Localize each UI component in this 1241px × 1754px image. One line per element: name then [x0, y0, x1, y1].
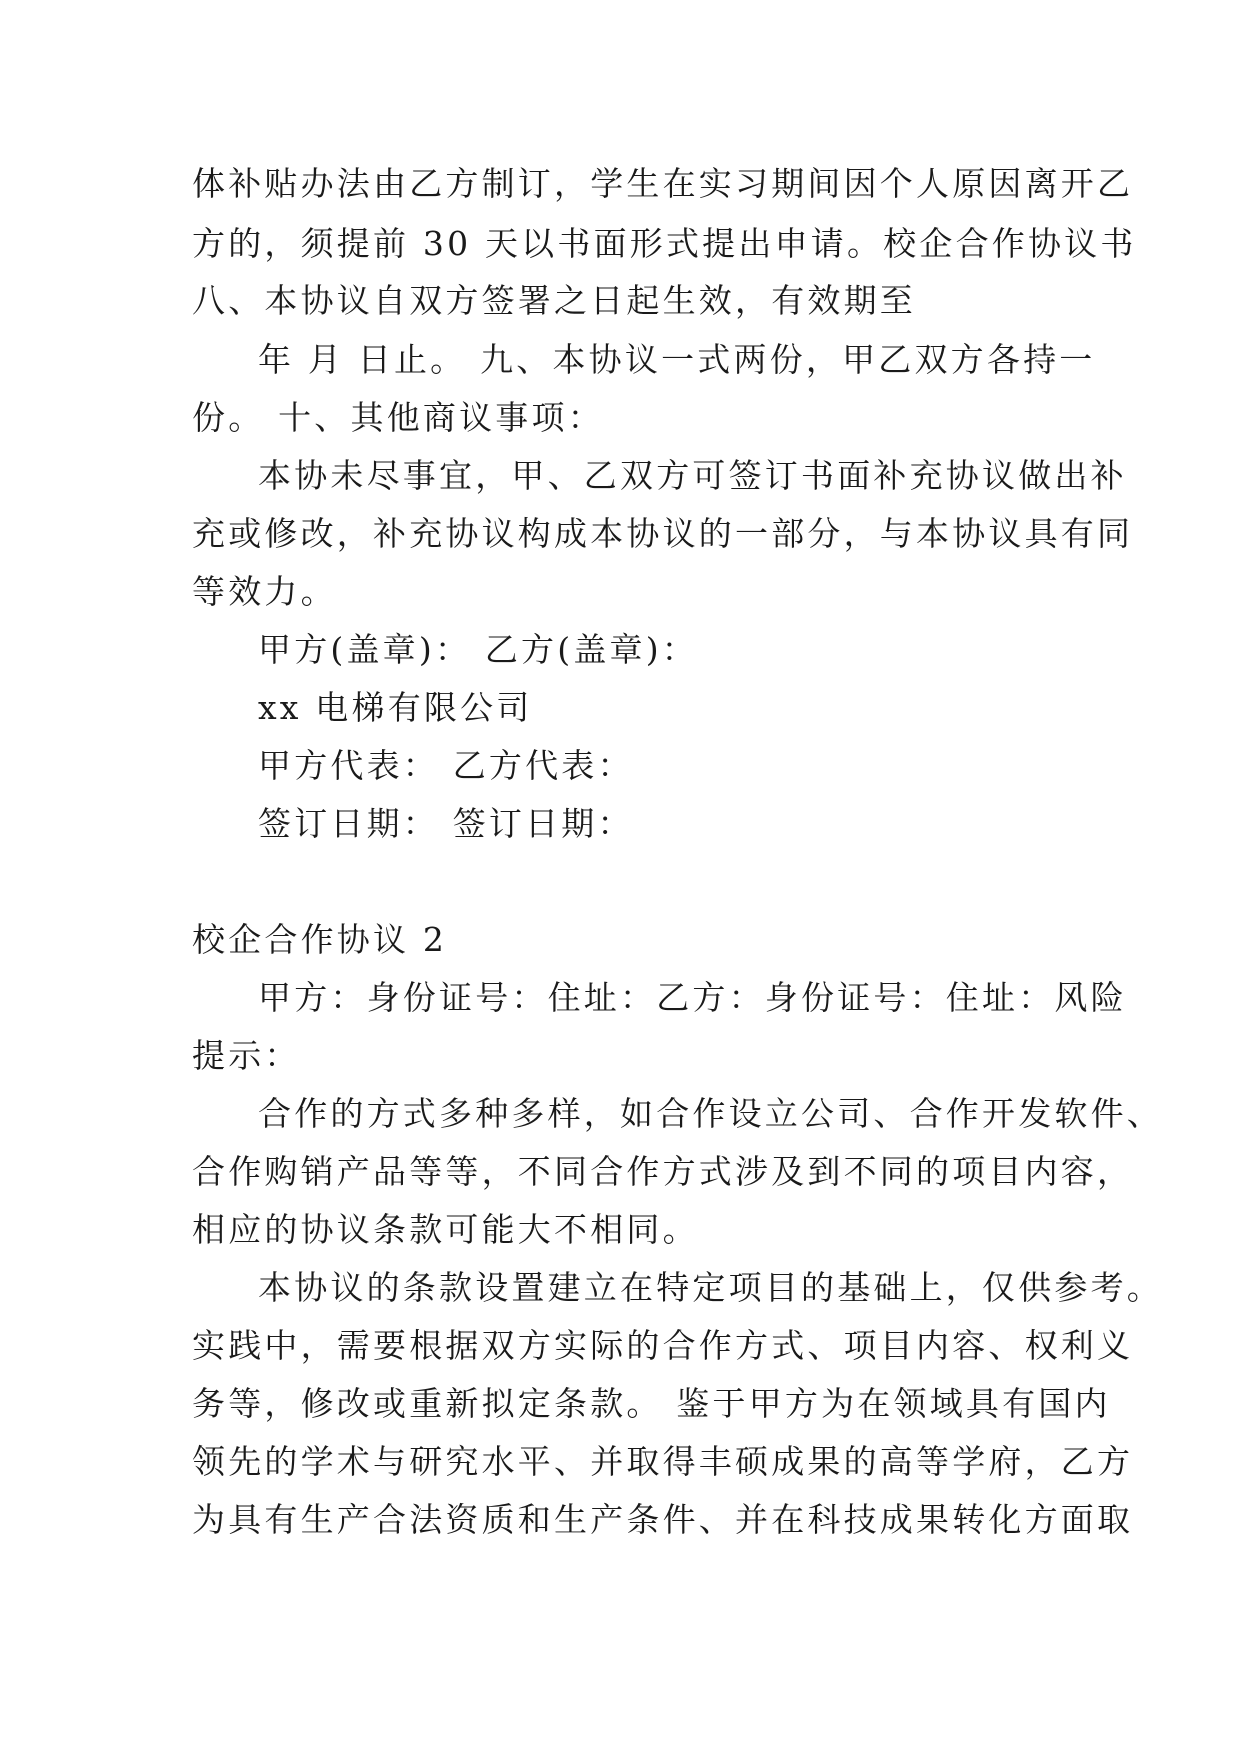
text-line: 份。 十、其他商议事项： — [192, 398, 604, 437]
representative-line: 甲方代表： 乙方代表： — [258, 746, 634, 785]
text-line: 本协未尽事宜，甲、乙双方可签订书面补充协议做出补 — [258, 456, 1127, 495]
text-line: 提示： — [192, 1036, 301, 1075]
text-line: 体补贴办法由乙方制订，学生在实习期间因个人原因离开乙 — [192, 164, 1134, 203]
text-line: 八、本协议自双方签署之日起生效，有效期至 — [192, 281, 916, 320]
section-title: 校企合作协议 2 — [192, 920, 448, 959]
text-line: 实践中，需要根据双方实际的合作方式、项目内容、权利义 — [192, 1326, 1134, 1365]
text-line: 方的，须提前 30 天以书面形式提出申请。校企合作协议书 — [192, 224, 1137, 263]
date-line: 签订日期： 签订日期： — [258, 804, 634, 843]
text-line: 年 月 日止。 九、本协议一式两份，甲乙双方各持一 — [258, 340, 1096, 379]
text-line: 务等，修改或重新拟定条款。 鉴于甲方为在领域具有国内 — [192, 1384, 1111, 1423]
text-line: 领先的学术与研究水平、并取得丰硕成果的高等学府，乙方 — [192, 1442, 1134, 1481]
text-line: 合作购销产品等等，不同合作方式涉及到不同的项目内容， — [192, 1152, 1134, 1191]
text-line: 合作的方式多种多样，如合作设立公司、合作开发软件、 — [258, 1094, 1163, 1133]
text-line: 本协议的条款设置建立在特定项目的基础上，仅供参考。 — [258, 1268, 1163, 1307]
text-line: 相应的协议条款可能大不相同。 — [192, 1210, 699, 1249]
signature-line: 甲方(盖章)： 乙方(盖章)： — [258, 630, 698, 669]
text-line: 等效力。 — [192, 572, 337, 611]
text-line: 充或修改，补充协议构成本协议的一部分，与本协议具有同 — [192, 514, 1134, 553]
text-line: 为具有生产合法资质和生产条件、并在科技成果转化方面取 — [192, 1500, 1134, 1539]
text-line: 甲方：身份证号：住址：乙方：身份证号：住址：风险 — [258, 978, 1127, 1017]
company-name: xx 电梯有限公司 — [258, 688, 533, 727]
